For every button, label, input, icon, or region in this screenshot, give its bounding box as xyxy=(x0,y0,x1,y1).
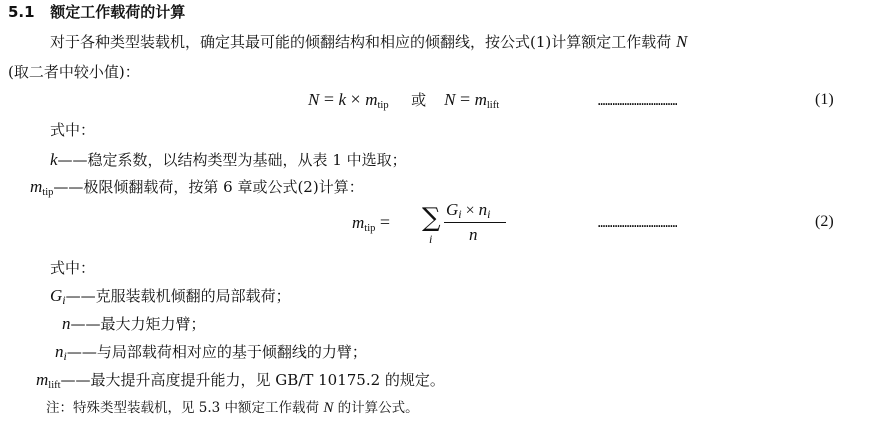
def-gi-g: G xyxy=(50,286,63,305)
def-k-var: k xyxy=(50,150,58,169)
eq1-equals: = xyxy=(323,89,334,109)
intro-text-2: (取二者中较小值)： xyxy=(8,63,140,81)
intro-text: 对于各种类型装载机，确定其最可能的倾翻结构和相应的倾翻线，按公式(1)计算额定工作载荷 xyxy=(50,33,672,51)
eq1-n2: N xyxy=(444,90,456,109)
eq2-num-n: n xyxy=(478,200,488,219)
eq2-num-i2: i xyxy=(487,207,491,221)
eq2-num-i: i xyxy=(458,207,462,221)
def-gi xyxy=(50,286,291,310)
eq2-equals: = xyxy=(379,212,391,232)
note-var-n: N xyxy=(323,400,334,416)
def-mlift-m: m xyxy=(36,370,49,389)
eq1-m: m xyxy=(365,90,378,109)
eq1-number: (1) xyxy=(815,91,834,108)
eq2-sum-symbol: ∑ xyxy=(422,203,441,233)
def-mtip-desc: ——极限倾翻载荷，按第 6 章或公式(2)计算： xyxy=(53,178,364,196)
note-text-2: 的计算公式。 xyxy=(337,400,419,416)
eq2-lhs xyxy=(352,212,390,239)
def-gi-i: i xyxy=(62,293,66,307)
def-n-desc: ——最大力矩力臂； xyxy=(70,315,206,333)
eq1-equals-2: = xyxy=(459,89,471,109)
def-k-desc: ——稳定系数，以结构类型为基础，从表 1 中选取； xyxy=(57,151,407,169)
eq1-times: × xyxy=(350,89,361,109)
equation-1 xyxy=(308,89,499,116)
eq1-tip: tip xyxy=(377,100,389,111)
def-ni xyxy=(55,342,367,366)
def-mtip-m: m xyxy=(30,177,43,196)
def-n xyxy=(62,314,206,334)
intro-var-n: N xyxy=(676,32,688,51)
note xyxy=(46,398,419,418)
section-number: 5.1 xyxy=(8,3,35,21)
eq2-number: (2) xyxy=(815,213,834,230)
intro-line-2 xyxy=(8,62,140,82)
def-mlift-sub: lift xyxy=(48,380,61,391)
eq2-leader-dots: …………………………… xyxy=(598,216,678,230)
section-title: 额定工作载荷的计算 xyxy=(50,3,186,21)
note-text-1: 注：特殊类型装载机，见 5.3 中额定工作载荷 xyxy=(46,400,320,416)
where-label-2: 式中： xyxy=(50,259,96,277)
eq2-sum-index: i xyxy=(429,232,433,246)
def-ni-i: i xyxy=(63,349,67,363)
eq1-n: N xyxy=(308,90,320,109)
eq2-tip: tip xyxy=(364,223,376,234)
eq2-numerator xyxy=(446,200,491,222)
eq2-num-g: G xyxy=(446,200,459,219)
eq1-lift: lift xyxy=(486,100,500,111)
eq2-num-times: × xyxy=(465,202,475,219)
eq1-m2: m xyxy=(474,90,487,109)
def-ni-n: n xyxy=(55,342,64,361)
eq1-leader-dots: …………………………… xyxy=(598,94,678,108)
def-ni-desc: ——与局部载荷相对应的基于倾翻线的力臂； xyxy=(66,343,367,361)
def-mtip-sub: tip xyxy=(42,187,54,198)
def-k xyxy=(50,150,407,170)
section-heading xyxy=(8,2,185,22)
eq2-m: m xyxy=(352,213,365,232)
def-mlift-desc: ——最大提升高度提升能力，见 GB/T 10175.2 的规定。 xyxy=(60,371,445,389)
def-mtip xyxy=(30,177,364,203)
def-gi-desc: ——克服装载机倾翻的局部载荷； xyxy=(65,287,291,305)
def-mlift xyxy=(36,370,445,396)
eq2-den-n: n xyxy=(469,225,478,244)
where-label-1: 式中： xyxy=(50,121,96,139)
eq1-or: 或 xyxy=(411,91,427,109)
eq1-k: k xyxy=(338,90,347,109)
eq2-fraction-bar xyxy=(444,222,506,223)
def-n-var: n xyxy=(62,314,71,333)
intro-line-1 xyxy=(50,32,687,52)
eq2-denominator xyxy=(469,225,478,245)
